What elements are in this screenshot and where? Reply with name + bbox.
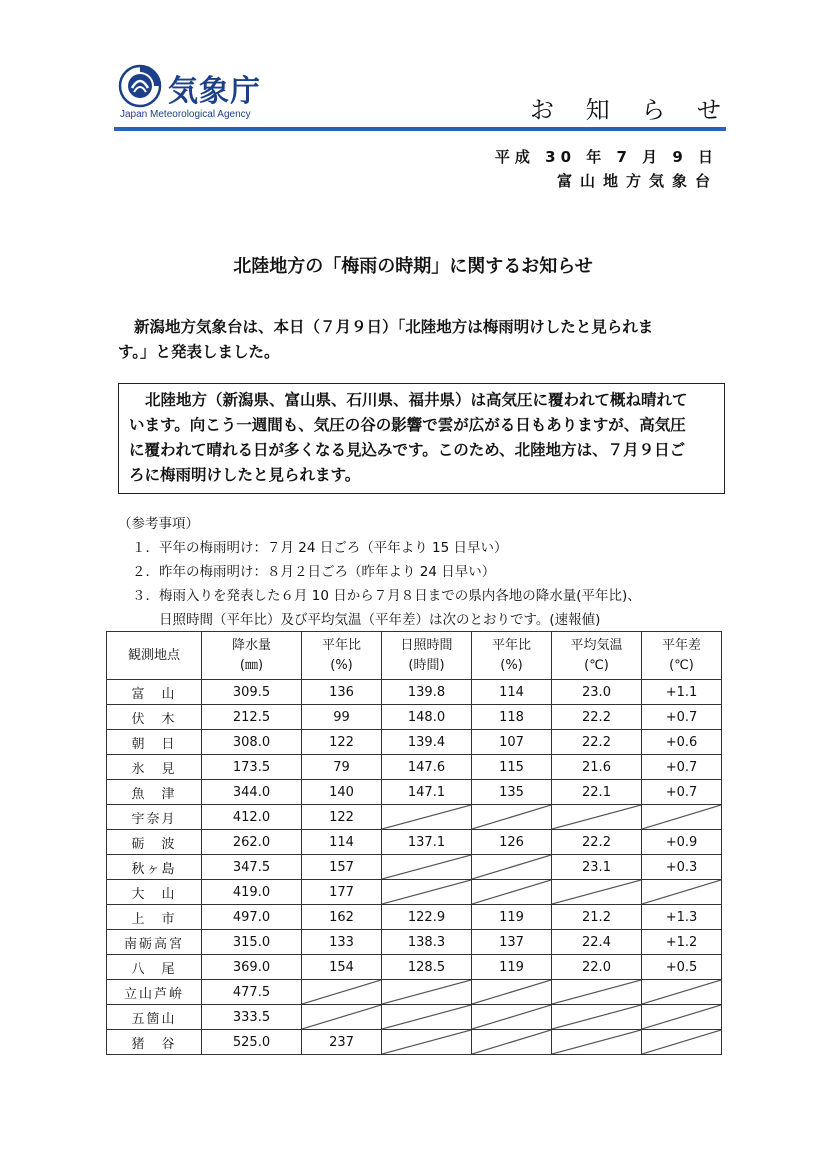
no-data-cell (382, 1005, 472, 1030)
station-name: 砺 波 (107, 830, 202, 855)
cell-precip-ratio: 140 (302, 780, 382, 805)
table-row (107, 755, 722, 780)
summary-line: 北陸地方（新潟県、富山県、石川県、福井県）は高気圧に覆われて概ね晴れて (145, 391, 688, 409)
table-row (107, 680, 722, 705)
reference-item-continued: 日照時間（平年比）及び平均気温（平年差）は次のとおりです。(速報値) (159, 612, 601, 628)
no-data-cell (642, 1030, 722, 1055)
header-temp-diff-unit: (℃) (669, 657, 694, 673)
cell-precip-ratio: 99 (302, 705, 382, 730)
diagonal-slash-icon (382, 855, 471, 879)
table-row (107, 955, 722, 980)
diagonal-slash-icon (472, 805, 551, 829)
no-data-cell (552, 880, 642, 905)
summary-line: ろに梅雨明けしたと見られます。 (129, 466, 361, 484)
summary-line: います。向こう一週間も、気圧の谷の影響で雲が広がる日もありますが、高気圧 (129, 416, 686, 434)
reference-item: ３．梅雨入りを発表した６月 10 日から７月８日までの県内各地の降水量(平年比)、 (132, 588, 641, 604)
cell-sunshine: 137.1 (382, 830, 472, 855)
cell-sunshine: 147.1 (382, 780, 472, 805)
header-temp-unit: (℃) (584, 657, 609, 673)
cell-precip-ratio: 133 (302, 930, 382, 955)
header-temp-label: 平均気温 (570, 637, 623, 653)
no-data-cell (302, 980, 382, 1005)
cell-sunshine-ratio: 118 (472, 705, 552, 730)
diagonal-slash-icon (552, 980, 641, 1004)
header-precip-unit: (㎜) (239, 657, 264, 673)
cell-sunshine: 139.4 (382, 730, 472, 755)
summary-box (118, 383, 725, 494)
cell-temp-diff: +0.5 (642, 955, 722, 980)
table-row (107, 905, 722, 930)
diagonal-slash-icon (642, 805, 721, 829)
notice-title: お 知 ら せ (530, 96, 733, 124)
diagonal-slash-icon (642, 1005, 721, 1029)
cell-sunshine: 147.6 (382, 755, 472, 780)
diagonal-slash-icon (552, 1005, 641, 1029)
station-name: 八 尾 (107, 955, 202, 980)
table-row (107, 930, 722, 955)
cell-sunshine-ratio: 115 (472, 755, 552, 780)
table-row (107, 780, 722, 805)
diagonal-slash-icon (302, 980, 381, 1004)
header-rule (114, 127, 726, 131)
cell-sunshine-ratio: 119 (472, 955, 552, 980)
cell-precip: 333.5 (202, 1005, 302, 1030)
cell-precip: 173.5 (202, 755, 302, 780)
cell-precip-ratio: 114 (302, 830, 382, 855)
header-precip (202, 632, 302, 680)
cell-temp: 22.1 (552, 780, 642, 805)
cell-temp-diff: +0.7 (642, 755, 722, 780)
diagonal-slash-icon (382, 880, 471, 904)
cell-precip-ratio: 162 (302, 905, 382, 930)
header-sunshine-label: 日照時間 (400, 637, 453, 653)
header-sunshine-ratio-label: 平年比 (491, 637, 531, 653)
station-name: 伏 木 (107, 705, 202, 730)
header-precip-label: 降水量 (231, 637, 271, 653)
header-precip-ratio-label: 平年比 (321, 637, 361, 653)
diagonal-slash-icon (472, 1030, 551, 1054)
table-row (107, 705, 722, 730)
cell-precip-ratio: 154 (302, 955, 382, 980)
table-body (107, 680, 722, 1055)
no-data-cell (552, 805, 642, 830)
no-data-cell (552, 1005, 642, 1030)
reference-heading: （参考事項） (118, 516, 199, 532)
header-sunshine (382, 632, 472, 680)
station-name: 氷 見 (107, 755, 202, 780)
station-name: 猪 谷 (107, 1030, 202, 1055)
diagonal-slash-icon (552, 1030, 641, 1054)
diagonal-slash-icon (382, 1005, 471, 1029)
cell-precip: 477.5 (202, 980, 302, 1005)
cell-sunshine-ratio: 126 (472, 830, 552, 855)
agency-logo (118, 62, 318, 124)
station-name: 宇奈月 (107, 805, 202, 830)
diagonal-slash-icon (382, 980, 471, 1004)
no-data-cell (472, 980, 552, 1005)
no-data-cell (472, 1030, 552, 1055)
header-temp (552, 632, 642, 680)
cell-precip: 262.0 (202, 830, 302, 855)
cell-temp-diff: +0.7 (642, 705, 722, 730)
station-name: 上 市 (107, 905, 202, 930)
cell-precip-ratio: 237 (302, 1030, 382, 1055)
no-data-cell (302, 1005, 382, 1030)
no-data-cell (472, 1005, 552, 1030)
diagonal-slash-icon (552, 805, 641, 829)
table-header-row (107, 632, 722, 680)
cell-precip: 344.0 (202, 780, 302, 805)
station-name: 南砺高宮 (107, 930, 202, 955)
diagonal-slash-icon (472, 855, 551, 879)
cell-temp: 22.2 (552, 730, 642, 755)
header-temp-diff (642, 632, 722, 680)
cell-temp-diff: +0.9 (642, 830, 722, 855)
cell-temp-diff: +1.1 (642, 680, 722, 705)
station-name: 富 山 (107, 680, 202, 705)
cell-temp-diff: +0.3 (642, 855, 722, 880)
cell-temp-diff: +0.7 (642, 780, 722, 805)
observation-table (106, 631, 722, 1055)
no-data-cell (382, 805, 472, 830)
no-data-cell (382, 1030, 472, 1055)
summary-line: に覆われて晴れる日が多くなる見込みです。このため、北陸地方は、７月９日ご (129, 441, 686, 459)
cell-precip-ratio: 122 (302, 805, 382, 830)
cell-precip: 212.5 (202, 705, 302, 730)
table-row (107, 980, 722, 1005)
station-name: 五箇山 (107, 1005, 202, 1030)
cell-precip: 309.5 (202, 680, 302, 705)
no-data-cell (642, 805, 722, 830)
cell-temp-diff: +0.6 (642, 730, 722, 755)
header-sunshine-unit: (時間) (408, 657, 445, 673)
cell-precip: 412.0 (202, 805, 302, 830)
header-precip-ratio-unit: (%) (330, 657, 353, 673)
intro-line: す。」と発表しました。 (118, 343, 280, 361)
diagonal-slash-icon (642, 980, 721, 1004)
header-temp-diff-label: 平年差 (661, 637, 701, 653)
issuing-office: 富山地方気象台 (556, 172, 718, 190)
cell-temp: 21.2 (552, 905, 642, 930)
cell-temp: 22.0 (552, 955, 642, 980)
diagonal-slash-icon (472, 880, 551, 904)
diagonal-slash-icon (552, 880, 641, 904)
no-data-cell (552, 980, 642, 1005)
cell-sunshine-ratio: 114 (472, 680, 552, 705)
cell-sunshine: 128.5 (382, 955, 472, 980)
cell-temp: 23.1 (552, 855, 642, 880)
cell-precip: 347.5 (202, 855, 302, 880)
cell-precip-ratio: 157 (302, 855, 382, 880)
cell-temp: 23.0 (552, 680, 642, 705)
station-name: 朝 日 (107, 730, 202, 755)
cell-sunshine-ratio: 137 (472, 930, 552, 955)
reference-section (118, 512, 728, 632)
cell-precip: 369.0 (202, 955, 302, 980)
diagonal-slash-icon (382, 805, 471, 829)
reference-item: １．平年の梅雨明け：７月 24 日ごろ（平年より 15 日早い） (132, 540, 508, 556)
diagonal-slash-icon (302, 1005, 381, 1029)
station-name: 大 山 (107, 880, 202, 905)
station-name: 立山芦峅 (107, 980, 202, 1005)
header-precip-ratio (302, 632, 382, 680)
cell-temp-diff: +1.2 (642, 930, 722, 955)
cell-sunshine: 138.3 (382, 930, 472, 955)
no-data-cell (642, 1005, 722, 1030)
issue-date: 平成 30 年 7 月 9 日 (494, 148, 718, 166)
header-sunshine-ratio (472, 632, 552, 680)
cell-precip: 308.0 (202, 730, 302, 755)
cell-sunshine-ratio: 119 (472, 905, 552, 930)
station-name: 秋ヶ島 (107, 855, 202, 880)
diagonal-slash-icon (472, 980, 551, 1004)
cell-precip: 497.0 (202, 905, 302, 930)
cell-sunshine: 122.9 (382, 905, 472, 930)
header-station: 観測地点 (107, 632, 202, 680)
cell-precip: 315.0 (202, 930, 302, 955)
table-row (107, 880, 722, 905)
table-row (107, 830, 722, 855)
no-data-cell (642, 980, 722, 1005)
cell-precip-ratio: 79 (302, 755, 382, 780)
cell-precip: 525.0 (202, 1030, 302, 1055)
cell-precip-ratio: 122 (302, 730, 382, 755)
reference-item: ２．昨年の梅雨明け：８月２日ごろ（昨年より 24 日早い） (132, 564, 496, 580)
diagonal-slash-icon (382, 1030, 471, 1054)
table-row (107, 1030, 722, 1055)
cell-sunshine: 139.8 (382, 680, 472, 705)
cell-precip-ratio: 136 (302, 680, 382, 705)
no-data-cell (552, 1030, 642, 1055)
diagonal-slash-icon (642, 880, 721, 904)
cell-temp: 21.6 (552, 755, 642, 780)
cell-sunshine-ratio: 107 (472, 730, 552, 755)
cell-precip-ratio: 177 (302, 880, 382, 905)
cell-temp: 22.2 (552, 705, 642, 730)
no-data-cell (382, 855, 472, 880)
cell-temp: 22.4 (552, 930, 642, 955)
no-data-cell (382, 980, 472, 1005)
diagonal-slash-icon (472, 1005, 551, 1029)
agency-name-en: Japan Meteorological Agency (120, 109, 251, 120)
no-data-cell (382, 880, 472, 905)
no-data-cell (642, 880, 722, 905)
no-data-cell (472, 880, 552, 905)
intro-paragraph (118, 315, 726, 365)
cell-temp: 22.2 (552, 830, 642, 855)
page-title: 北陸地方の「梅雨の時期」に関するお知らせ (233, 256, 593, 277)
intro-line: 新潟地方気象台は、本日（７月９日）「北陸地方は梅雨明けしたと見られま (134, 318, 654, 336)
no-data-cell (472, 855, 552, 880)
diagonal-slash-icon (642, 1030, 721, 1054)
cell-sunshine-ratio: 135 (472, 780, 552, 805)
station-name: 魚 津 (107, 780, 202, 805)
cell-sunshine: 148.0 (382, 705, 472, 730)
jma-emblem-icon (118, 64, 162, 108)
table-row (107, 855, 722, 880)
no-data-cell (472, 805, 552, 830)
cell-precip: 419.0 (202, 880, 302, 905)
agency-name: 気象庁 (168, 74, 261, 109)
table-row (107, 1005, 722, 1030)
header-sunshine-ratio-unit: (%) (500, 657, 523, 673)
cell-temp-diff: +1.3 (642, 905, 722, 930)
table-row (107, 805, 722, 830)
table-row (107, 730, 722, 755)
